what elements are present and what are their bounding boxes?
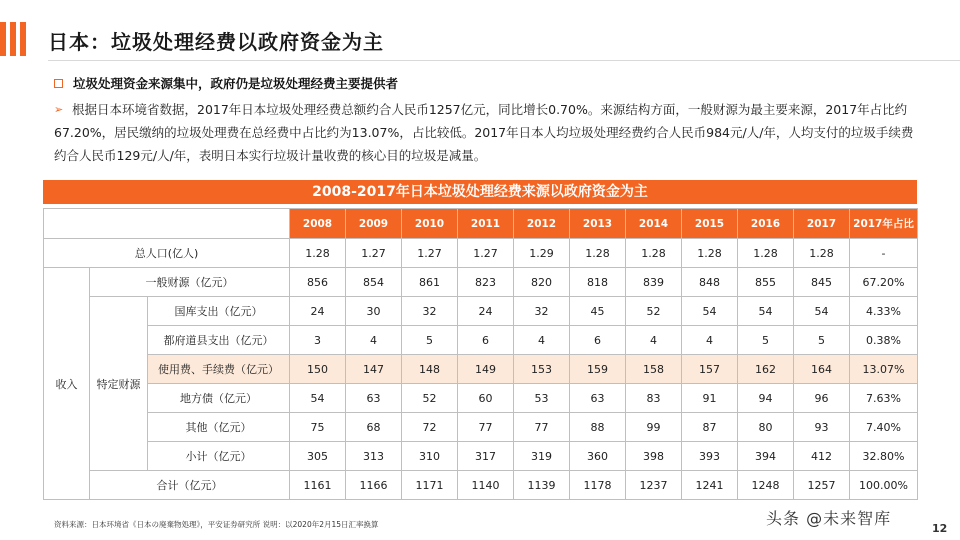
table-cell: 83 [626,384,682,413]
table-cell: 63 [570,384,626,413]
table-cell: 1178 [570,471,626,500]
table-cell: 91 [682,384,738,413]
funding-table [43,208,918,500]
row-label: 小计（亿元） [148,442,290,471]
section-subtitle [54,74,398,92]
header-cell: 2016 [738,209,794,239]
table-cell: 24 [290,297,346,326]
table-cell: 68 [346,413,402,442]
table-cell: 1237 [626,471,682,500]
table-cell: 1241 [682,471,738,500]
header-cell: 2011 [458,209,514,239]
table-cell: 96 [794,384,850,413]
table-cell: 67.20% [850,268,918,297]
table-cell: 53 [514,384,570,413]
table-cell: 6 [570,326,626,355]
table-cell: 5 [402,326,458,355]
watermark: 头条 @未来智库 [766,509,892,528]
table-cell: 1248 [738,471,794,500]
table-cell: 1.28 [290,239,346,268]
table-cell: 32 [514,297,570,326]
page-title: 日本：垃圾处理经费以政府资金为主 [48,30,384,54]
table-cell: 164 [794,355,850,384]
table-cell: 162 [738,355,794,384]
table-cell: 77 [514,413,570,442]
table-cell: 1139 [514,471,570,500]
table-cell: 80 [738,413,794,442]
table-row-highlighted [44,355,918,384]
row-label: 国库支出（亿元） [148,297,290,326]
page-number: 12 [932,522,948,535]
table-row [44,442,918,471]
table-cell: 63 [346,384,402,413]
table-cell: 1.28 [738,239,794,268]
table-cell: 4 [626,326,682,355]
table-cell: 24 [458,297,514,326]
arrow-bullet-icon: ➢ [54,103,64,116]
table-cell: 818 [570,268,626,297]
table-title: 2008-2017年日本垃圾处理经费来源以政府资金为主 [43,180,917,204]
table-cell: 1257 [794,471,850,500]
table-cell: 32 [402,297,458,326]
table-cell: 54 [290,384,346,413]
table-cell: 848 [682,268,738,297]
table-cell: 93 [794,413,850,442]
row-label: 使用费、手续费（亿元） [148,355,290,384]
table-cell: 1.28 [794,239,850,268]
header-cell: 2009 [346,209,402,239]
table-cell: 5 [738,326,794,355]
header-cell: 2013 [570,209,626,239]
table-cell: 823 [458,268,514,297]
table-cell: 159 [570,355,626,384]
table-cell: 1.28 [626,239,682,268]
table-cell: 99 [626,413,682,442]
table-cell: 54 [794,297,850,326]
table-cell: 54 [738,297,794,326]
table-cell: 393 [682,442,738,471]
table-cell: 149 [458,355,514,384]
table-cell: 7.63% [850,384,918,413]
table-row [44,384,918,413]
table-cell: 1166 [346,471,402,500]
header-cell: 2010 [402,209,458,239]
group-label-income: 收入 [44,268,90,500]
table-cell: 54 [682,297,738,326]
table-cell: 1.27 [402,239,458,268]
header-cell: 2008 [290,209,346,239]
table-row [44,297,918,326]
header-cell: 2015 [682,209,738,239]
table-cell: 72 [402,413,458,442]
table-cell: 4.33% [850,297,918,326]
section-subtitle-text: 垃圾处理资金来源集中，政府仍是垃圾处理经费主要提供者 [73,76,399,91]
table-cell: 148 [402,355,458,384]
table-cell: 147 [346,355,402,384]
table-cell: 0.38% [850,326,918,355]
table-row [44,268,918,297]
header-blank-cell [44,209,290,239]
table-cell: 4 [514,326,570,355]
table-cell: 845 [794,268,850,297]
row-label: 总人口(亿人) [44,239,290,268]
table-cell: 150 [290,355,346,384]
table-cell: 398 [626,442,682,471]
table-cell: 412 [794,442,850,471]
header-cell: 2012 [514,209,570,239]
title-divider [48,60,960,61]
row-label: 合计（亿元） [90,471,290,500]
header-cell: 2017年占比 [850,209,918,239]
square-bullet-icon [54,79,63,88]
table-cell: 153 [514,355,570,384]
body-paragraph [54,98,924,167]
title-accent-bars [0,22,30,56]
table-cell: 313 [346,442,402,471]
row-label: 地方债（亿元） [148,384,290,413]
table-cell: 394 [738,442,794,471]
table-cell: 88 [570,413,626,442]
table-cell: 861 [402,268,458,297]
table-cell: 7.40% [850,413,918,442]
row-label: 其他（亿元） [148,413,290,442]
table-cell: 854 [346,268,402,297]
table-cell: 1161 [290,471,346,500]
table-cell: - [850,239,918,268]
table-cell: 1.27 [346,239,402,268]
table-cell: 3 [290,326,346,355]
table-cell: 317 [458,442,514,471]
table-cell: 94 [738,384,794,413]
table-cell: 87 [682,413,738,442]
table-row [44,326,918,355]
header-cell: 2014 [626,209,682,239]
table-cell: 1.28 [570,239,626,268]
table-cell: 100.00% [850,471,918,500]
table-cell: 1.28 [682,239,738,268]
table-cell: 5 [794,326,850,355]
table-cell: 1140 [458,471,514,500]
table-cell: 839 [626,268,682,297]
table-cell: 305 [290,442,346,471]
table-cell: 360 [570,442,626,471]
table-cell: 1.27 [458,239,514,268]
table-cell: 32.80% [850,442,918,471]
table-cell: 30 [346,297,402,326]
table-cell: 855 [738,268,794,297]
table-cell: 52 [402,384,458,413]
footnote: 资料来源：日本环境省《日本の廃棄物処理》，平安证券研究所 说明：以2020年2月15日汇率换算 [54,520,379,529]
table-cell: 13.07% [850,355,918,384]
table-cell: 319 [514,442,570,471]
table-cell: 45 [570,297,626,326]
table-cell: 4 [682,326,738,355]
table-cell: 77 [458,413,514,442]
table-cell: 310 [402,442,458,471]
table-cell: 820 [514,268,570,297]
table-cell: 1171 [402,471,458,500]
table-cell: 1.29 [514,239,570,268]
table-cell: 157 [682,355,738,384]
table-cell: 158 [626,355,682,384]
row-label: 都府道县支出（亿元） [148,326,290,355]
body-paragraph-text: 根据日本环境省数据，2017年日本垃圾处理经费总额约合人民币1257亿元，同比增长0.70%。来源结构方面，一般财源为最主要来源，2017年占比约67.20%，居民缴纳的垃圾处理费在总经费中占比约为13.07%，占比较低。2017年日本人均垃圾处理经费约合人民币984元/人/年，人均支付的垃圾手续费约合人民币129元/人/年，表明日本实行垃圾计量收费的核心目的垃圾是减量。 [54,102,914,163]
table-cell: 6 [458,326,514,355]
table-cell: 52 [626,297,682,326]
header-cell: 2017 [794,209,850,239]
group-label-special: 特定财源 [90,297,148,471]
row-label: 一般财源（亿元） [90,268,290,297]
table-cell: 75 [290,413,346,442]
table-row [44,413,918,442]
table-row [44,471,918,500]
table-cell: 60 [458,384,514,413]
table-cell: 4 [346,326,402,355]
table-cell: 856 [290,268,346,297]
table-header-row [44,209,918,239]
table-row [44,239,918,268]
